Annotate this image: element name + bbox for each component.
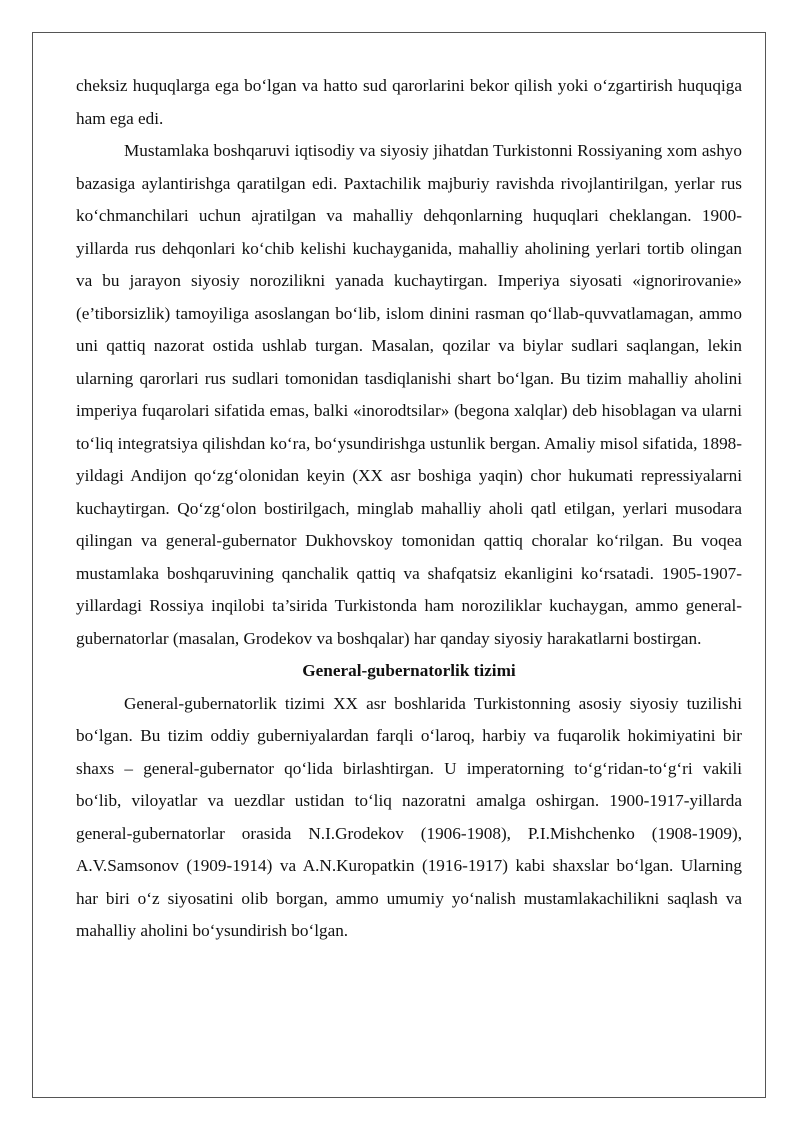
paragraph-governor-general-system: General-gubernatorlik tizimi XX asr boshlarida Turkistonning asosiy siyosiy tuzilishi bo‘lgan. Bu tizim oddiy guberniyalardan farqli o‘laroq, harbiy va fuqarolik hokimiyatini bir shaxs – general-gubernator qo‘lida birlashtirgan. U imperatorning to‘g‘ridan-to‘g‘ri vakili bo‘lib, viloyatlar va uezdlar ustidan to‘liq nazoratni amalga oshirgan. 1900-1917-yillarda general-gubernatorlar orasida N.I.Grodekov (1906-1908), P.I.Mishchenko (1908-1909), A.V.Samsonov (1909-1914) va A.N.Kuropatkin (1916-1917) kabi shaxslar bo‘lgan. Ularning har biri o‘z siyosatini olib borgan, ammo umumiy yo‘nalish mustamlakachilikni saqlash va mahalliy aholini bo‘ysundirish bo‘lgan. <box>76 693 742 940</box>
document-body <box>76 70 742 948</box>
section-heading: General-gubernatorlik tizimi <box>302 661 516 680</box>
paragraph-continuation: cheksiz huquqlarga ega bo‘lgan va hatto sud qarorlarini bekor qilish yoki o‘zgartirish huquqiga ham ega edi. <box>76 76 742 128</box>
paragraph-colonial-administration: Mustamlaka boshqaruvi iqtisodiy va siyosiy jihatdan Turkistonni Rossiyaning xom ashyo bazasiga aylantirishga qaratilgan edi. Paxtachilik majburiy ravishda rivojlantirilgan, yerlar rus ko‘chmanchilari uchun ajratilgan va mahalliy dehqonlarning huquqlari cheklangan. 1900-yillarda rus dehqonlari ko‘chib kelishi kuchayganida, mahalliy aholining yerlari tortib olingan va bu jarayon siyosiy norozilikni yanada kuchaytirgan. Imperiya siyosati «ignorirovanie» (e’tiborsizlik) tamoyiliga asoslangan bo‘lib, islom dinini rasman qo‘llab-quvvatlamagan, ammo uni qattiq nazorat ostida ushlab turgan. Masalan, qozilar va biylar sudlari saqlangan, lekin ularning qarorlari rus sudlari tomonidan tasdiqlanishi shart bo‘lgan. Bu tizim mahalliy aholini imperiya fuqarolari sifatida emas, balki «inorodtsilar» (begona xalqlar) deb hisoblagan va ularni to‘liq integratsiya qilishdan ko‘ra, bo‘ysundirishga ustunlik bergan. Amaliy misol sifatida, 1898-yildagi Andijon qo‘zg‘olonidan keyin (XX asr boshiga yaqin) chor hukumati repressiyalarni kuchaytirgan. Qo‘zg‘olon bostirilgach, minglab mahalliy aholi qatl etilgan, yerlari musodara qilingan va general-gubernator Dukhovskoy tomonidan qattiq choralar ko‘rilgan. Bu voqea mustamlaka boshqaruvining qanchalik qattiq va shafqatsiz ekanligini ko‘rsatadi. 1905-1907-yillardagi Rossiya inqilobi ta’sirida Turkistonda ham noroziliklar kuchaygan, ammo general-gubernatorlar (masalan, Grodekov va boshqalar) har qanday siyosiy harakatlarni bostirgan. <box>76 141 742 648</box>
